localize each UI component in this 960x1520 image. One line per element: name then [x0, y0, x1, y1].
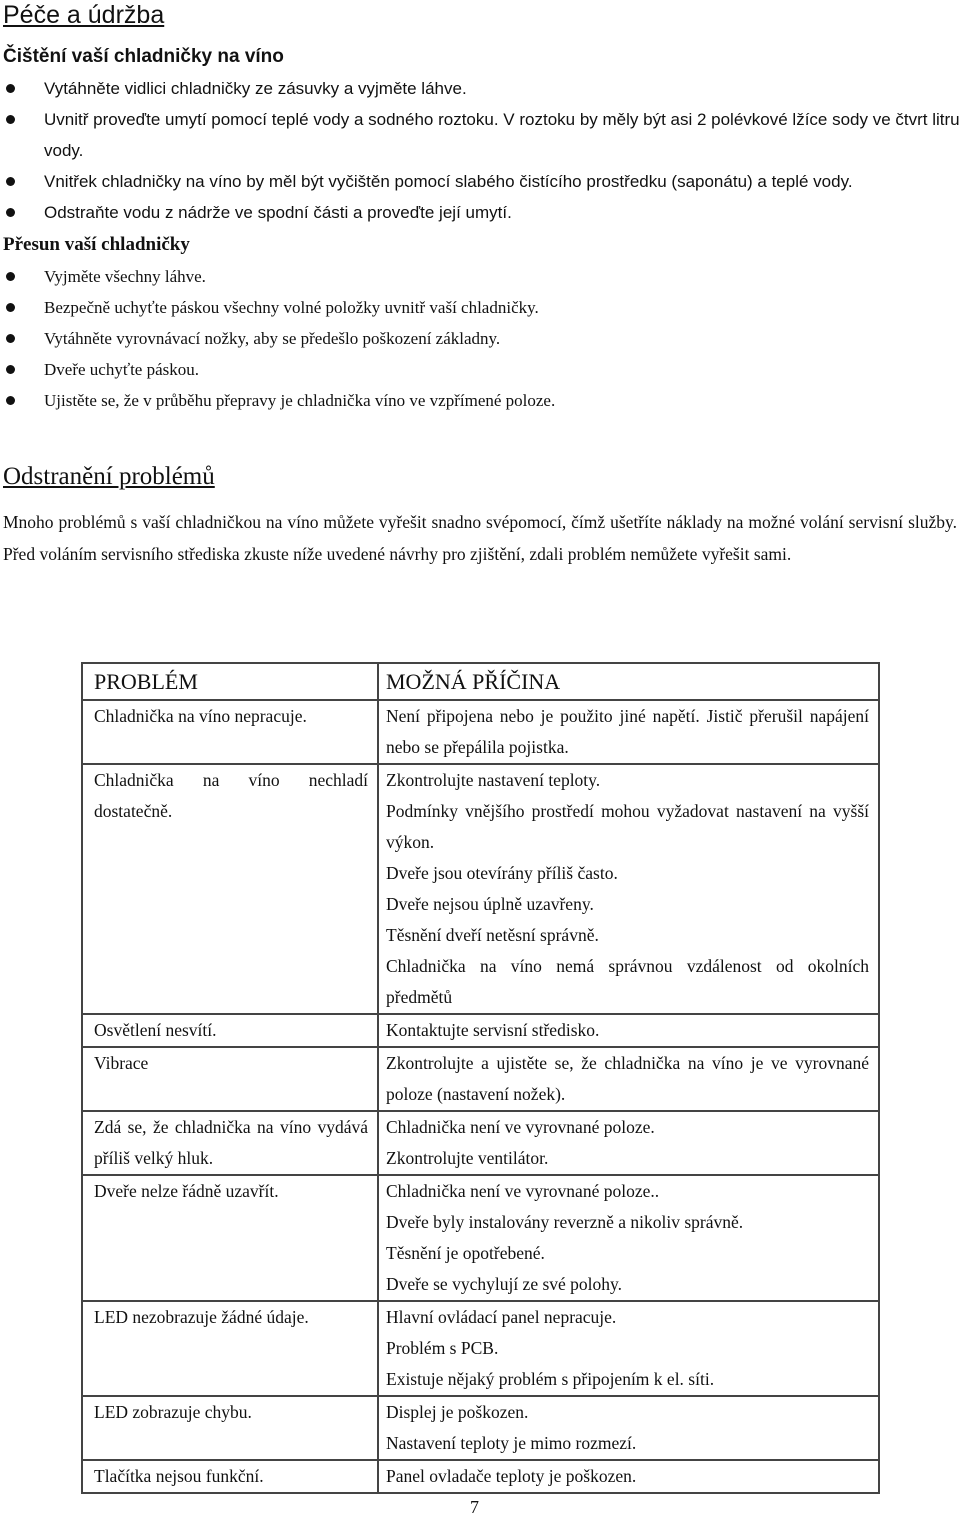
list-item-text: Ujistěte se, že v průběhu přepravy je chladnička víno ve vzpřímené poloze.	[44, 391, 556, 410]
bullet-icon	[6, 208, 15, 217]
cause-text: Podmínky vnějšího prostředí mohou vyžadovat nastavení na vyšší výkon.	[386, 801, 869, 852]
cause-text: Kontaktujte servisní středisko.	[386, 1020, 600, 1040]
cause-text: Chladnička na víno nemá správnou vzdálenost od okolních předmětů	[386, 956, 869, 1007]
page-number: 7	[470, 1497, 479, 1517]
cause-text: Není připojena nebo je použito jiné napětí. Jistič přerušil napájení nebo se přepálila pojistka.	[386, 706, 869, 757]
troubleshooting-table	[81, 662, 880, 1494]
list-item	[0, 197, 960, 228]
table-row	[82, 1175, 879, 1301]
cause-text: Těsnění je opotřebené.	[386, 1243, 545, 1263]
cause-cell	[378, 1460, 879, 1493]
list-item-text: Vytáhněte vidlici chladničky ze zásuvky a vyjměte láhve.	[44, 79, 467, 98]
bullet-icon	[6, 396, 15, 405]
problem-text: LED zobrazuje chybu.	[94, 1402, 252, 1422]
cause-text: Displej je poškozen.	[386, 1402, 529, 1422]
problem-cell	[82, 1460, 378, 1493]
moving-heading: Přesun vaší chladničky	[3, 234, 190, 255]
bullet-icon	[6, 303, 15, 312]
troubleshooting-heading: Odstranění problémů	[3, 463, 215, 490]
table-row	[82, 1460, 879, 1493]
problem-text: Dveře nelze řádně uzavřít.	[94, 1181, 279, 1201]
problem-text: Osvětlení nesvítí.	[94, 1020, 217, 1040]
cause-text: Zkontrolujte nastavení teploty.	[386, 770, 601, 790]
table-body	[82, 700, 879, 1493]
cause-text: Problém s PCB.	[386, 1338, 499, 1358]
cause-text: Těsnění dveří netěsní správně.	[386, 925, 599, 945]
list-item	[0, 385, 960, 416]
list-item-text: Vyjměte všechny láhve.	[44, 267, 206, 286]
cause-text: Panel ovladače teploty je poškozen.	[386, 1466, 637, 1486]
problem-text: LED nezobrazuje žádné údaje.	[94, 1307, 309, 1327]
cleaning-heading: Čištění vaší chladničky na víno	[3, 46, 284, 67]
problem-cell	[82, 1111, 378, 1175]
troubleshooting-intro: Mnoho problémů s vaší chladničkou na víno můžete vyřešit snadno svépomocí, čímž ušetříte náklady na možné volání servisní služby. Před voláním servisního střediska zkuste níže uvedené návrhy pro zjištění, zdali problém nemůžete vyřešit sami.	[3, 512, 957, 564]
cause-text: Dveře se vychylují ze své polohy.	[386, 1274, 623, 1294]
problem-text: Chladnička na víno nepracuje.	[94, 706, 307, 726]
problem-cell	[82, 700, 378, 764]
table-row	[82, 1047, 879, 1111]
table-row	[82, 1014, 879, 1047]
table-row	[82, 1396, 879, 1460]
problem-text: Zdá se, že chladnička na víno vydává příliš velký hluk.	[94, 1117, 368, 1168]
cause-text: Dveře jsou otevírány příliš často.	[386, 863, 618, 883]
cause-cell	[378, 1014, 879, 1047]
cause-cell	[378, 1175, 879, 1301]
list-item	[0, 354, 960, 385]
problem-cell	[82, 1014, 378, 1047]
table-row	[82, 700, 879, 764]
problem-text: Vibrace	[94, 1053, 149, 1073]
cleaning-list	[0, 73, 960, 228]
bullet-icon	[6, 272, 15, 281]
page-title: Péče a údržba	[3, 1, 165, 29]
cause-text: Dveře nejsou úplně uzavřeny.	[386, 894, 594, 914]
cause-text: Nastavení teploty je mimo rozmezí.	[386, 1433, 637, 1453]
cause-cell	[378, 1396, 879, 1460]
list-item-text: Uvnitř proveďte umytí pomocí teplé vody a sodného roztoku. V roztoku by měly být asi 2 polévkové lžíce sody ve čtvrt litru vody.	[44, 110, 960, 160]
bullet-icon	[6, 177, 15, 186]
cause-text: Existuje nějaký problém s připojením k el. síti.	[386, 1369, 715, 1389]
cause-cell	[378, 1301, 879, 1396]
problem-text: Tlačítka nejsou funkční.	[94, 1466, 264, 1486]
problem-cell	[82, 1396, 378, 1460]
bullet-icon	[6, 115, 15, 124]
cause-cell	[378, 1047, 879, 1111]
bullet-icon	[6, 365, 15, 374]
table-header-row	[82, 663, 879, 700]
cause-text: Dveře byly instalovány reverzně a nikoliv správně.	[386, 1212, 744, 1232]
cause-text: Chladnička není ve vyrovnané poloze..	[386, 1181, 660, 1201]
list-item	[0, 166, 960, 197]
list-item-text: Bezpečně uchyťte páskou všechny volné položky uvnitř vaší chladničky.	[44, 298, 539, 317]
column-header-cause: MOŽNÁ PŘÍČINA	[378, 663, 879, 700]
cause-cell	[378, 764, 879, 1014]
bullet-icon	[6, 334, 15, 343]
cause-cell	[378, 1111, 879, 1175]
problem-text: Chladnička na víno nechladí dostatečně.	[94, 770, 368, 821]
problem-cell	[82, 1047, 378, 1111]
cause-text: Hlavní ovládací panel nepracuje.	[386, 1307, 617, 1327]
list-item-text: Dveře uchyťte páskou.	[44, 360, 200, 379]
list-item	[0, 261, 960, 292]
cause-text: Zkontrolujte a ujistěte se, že chladnička na víno je ve vyrovnané poloze (nastavení nožek).	[386, 1053, 869, 1104]
bullet-icon	[6, 84, 15, 93]
problem-cell	[82, 1301, 378, 1396]
table-row	[82, 1301, 879, 1396]
list-item-text: Odstraňte vodu z nádrže ve spodní části a proveďte její umytí.	[44, 203, 512, 222]
list-item-text: Vytáhněte vyrovnávací nožky, aby se předešlo poškození základny.	[44, 329, 501, 348]
list-item	[0, 73, 960, 104]
list-item	[0, 323, 960, 354]
list-item	[0, 292, 960, 323]
table-row	[82, 1111, 879, 1175]
problem-cell	[82, 1175, 378, 1301]
list-item-text: Vnitřek chladničky na víno by měl být vyčištěn pomocí slabého čistícího prostředku (saponátu) a teplé vody.	[44, 172, 853, 191]
problem-cell	[82, 764, 378, 1014]
column-header-problem: PROBLÉM	[82, 663, 378, 700]
table-row	[82, 764, 879, 1014]
cause-cell	[378, 700, 879, 764]
cause-text: Chladnička není ve vyrovnané poloze.	[386, 1117, 655, 1137]
cause-text: Zkontrolujte ventilátor.	[386, 1148, 549, 1168]
moving-list	[0, 261, 960, 416]
list-item	[0, 104, 960, 166]
